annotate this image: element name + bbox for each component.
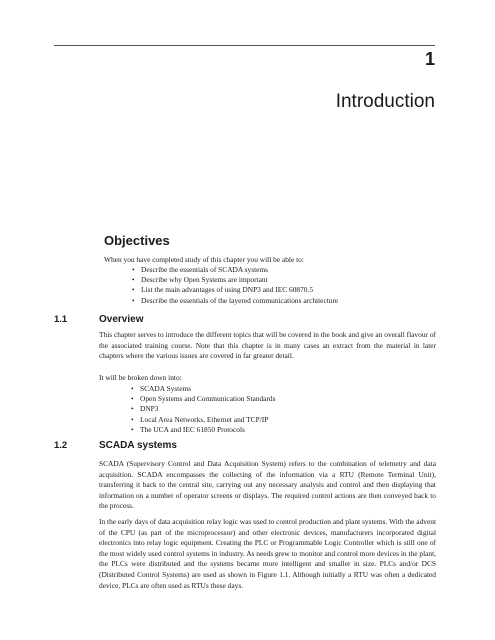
chapter-top-rule [54, 45, 435, 46]
overview-list-intro: It will be broken down into: [99, 373, 182, 382]
objectives-intro: When you have completed study of this chapter you will be able to: [104, 255, 304, 264]
list-item: • Open Systems and Communication Standards [131, 394, 275, 404]
topics-list [131, 384, 275, 435]
section-number: 1.2 [54, 440, 68, 451]
list-item: • DNP3 [131, 404, 275, 414]
list-item: • The UCA and IEC 61850 Protocols [131, 425, 275, 435]
objectives-heading: Objectives [104, 233, 170, 248]
list-item: • Local Area Networks, Ethernet and TCP/IP [131, 415, 275, 425]
overview-paragraph: This chapter serves to introduce the different topics that will be covered in the book and give an overall flavour of the associated training course. Note that this chapter is in many cases an extract from the material in later chapters where the various issues are covered in far greater detail. [99, 330, 436, 361]
chapter-number: 1 [424, 49, 435, 69]
list-item: • Describe the essentials of SCADA systems [132, 265, 338, 275]
list-item: • List the main advantages of using DNP3 and IEC 60870.5 [132, 285, 338, 295]
list-item: • Describe the essentials of the layered communications architecture [132, 296, 338, 306]
scada-paragraph: SCADA (Supervisory Control and Data Acquisition System) refers to the combination of telemetry and data acquisition. SCADA encompasses the collecting of the information via a RTU (Remote Terminal Unit), transferring it back to the central site, carrying out any necessary analysis and control and then displaying that information on a number of operator screens or displays. The required control actions are then conveyed back to the process. [99, 459, 436, 511]
chapter-title: Introduction [335, 91, 435, 112]
section-title: Overview [99, 314, 144, 325]
section-title: SCADA systems [99, 440, 177, 451]
objectives-list [132, 265, 338, 306]
list-item: • SCADA Systems [131, 384, 275, 394]
scada-history-paragraph: In the early days of data acquisition relay logic was used to control production and plant systems. With the advent of the CPU (as part of the microprocessor) and other electronic devices, manufacturers incorporated digital electronics into relay logic equipment. Creating the PLC or Programmable Logic Controller which is still one of the most widely used control systems in industry. As needs grew to monitor and control more devices in the plant, the PLCs were distributed and the systems became more intelligent and smaller in size. PLCs and/or DCS (Distributed Control Systems) are used as shown in Figure 1.1. Although initially a RTU was often a dedicated device, PLCs are often used as RTUs these days. [99, 517, 436, 590]
section-number: 1.1 [54, 314, 68, 325]
list-item: • Describe why Open Systems are important [132, 275, 338, 285]
